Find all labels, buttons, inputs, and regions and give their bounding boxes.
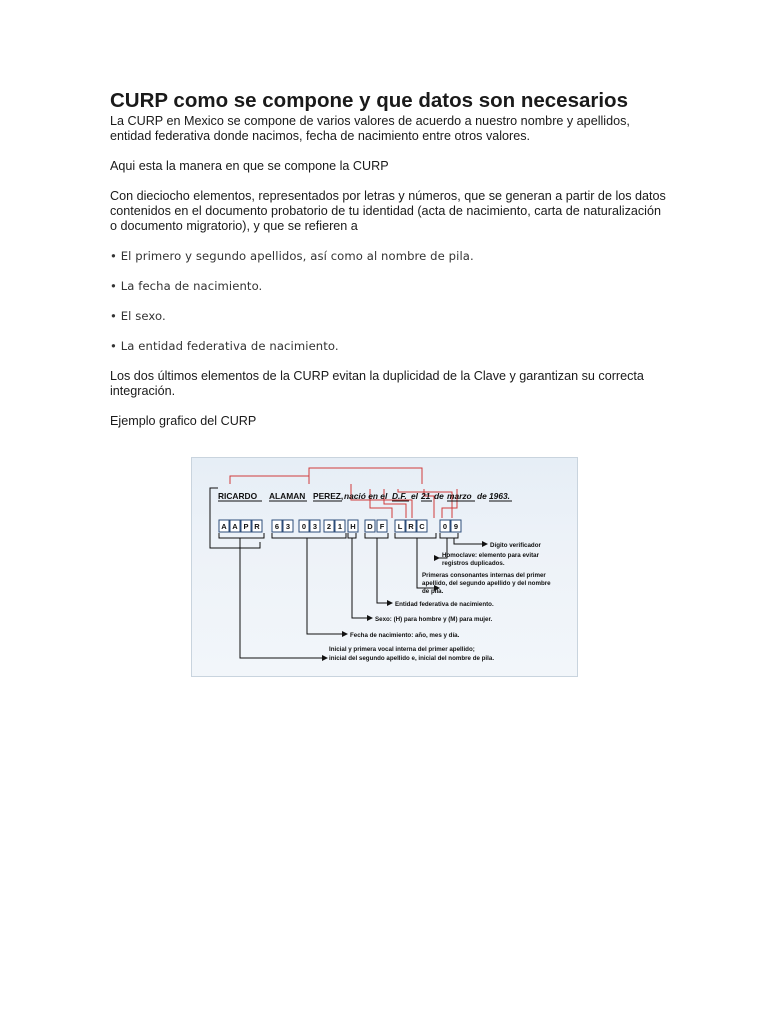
bullet-fecha: • La fecha de nacimiento. — [110, 279, 263, 293]
label-digito: Dígito verificador — [490, 542, 541, 549]
intro-line: Aqui esta la manera en que se compone la CURP — [110, 159, 389, 173]
curp-char: A — [232, 522, 238, 531]
intro-paragraph: La CURP en Mexico se compone de varios valores de acuerdo a nuestro nombre y apellidos, entidad federativa donde nacimos, fecha de nacimiento entre otros valores. — [110, 114, 630, 143]
curp-char: F — [379, 522, 385, 531]
curp-char: 2 — [326, 522, 332, 531]
closing-paragraph: Los dos últimos elementos de la CURP evitan la duplicidad de la Clave y garantizan su correcta integración. — [110, 369, 644, 398]
name-word-de: de — [434, 491, 444, 501]
name-word-21: 21 — [421, 491, 431, 501]
curp-char: 3 — [312, 522, 318, 531]
name-word-alaman: ALAMAN — [269, 491, 306, 501]
name-word-el: el — [411, 491, 418, 501]
curp-char: C — [419, 522, 425, 531]
bullet-apellidos: • El primero y segundo apellidos, así como al nombre de pila. — [110, 249, 474, 263]
label-consonantes-3: de pila. — [422, 588, 444, 595]
label-homoclave-1: Homoclave: elemento para evitar — [442, 552, 539, 559]
curp-char: R — [408, 522, 414, 531]
name-word-de2: de — [477, 491, 487, 501]
name-word-nacio: nació en el — [344, 491, 388, 501]
curp-diagram-svg — [192, 458, 578, 677]
curp-char: 9 — [453, 522, 459, 531]
name-word-df: D.F. — [392, 491, 407, 501]
label-homoclave-2: registros duplicados. — [442, 560, 505, 567]
curp-char: H — [350, 522, 356, 531]
diagram-labels — [329, 542, 551, 662]
bullet-sexo: • El sexo. — [110, 309, 166, 323]
label-consonantes-2: apellido, del segundo apellido y del nombre — [422, 580, 551, 587]
bullet-entidad: • La entidad federativa de nacimiento. — [110, 339, 339, 353]
curp-char: A — [221, 522, 227, 531]
curp-char: L — [397, 522, 403, 531]
label-fecha: Fecha de nacimiento: año, mes y día. — [350, 632, 460, 639]
example-label: Ejemplo grafico del CURP — [110, 414, 257, 428]
curp-char: 3 — [285, 522, 291, 531]
article — [110, 88, 670, 429]
description-paragraph: Con dieciocho elementos, representados por letras y números, que se generan a partir de los datos contenidos en el documento probatorio de tu identidad (acta de nacimiento, carta de naturalización o documento migratorio), y que se refieren a — [110, 189, 666, 233]
label-inicial-2: inicial del segundo apellido e, inicial del nombre de pila. — [329, 655, 495, 662]
curp-char: 0 — [301, 522, 307, 531]
curp-char: 6 — [274, 522, 280, 531]
label-sexo: Sexo: (H) para hombre y (M) para mujer. — [375, 616, 493, 623]
label-consonantes-1: Primeras consonantes internas del primer — [422, 572, 546, 579]
curp-char: 1 — [337, 522, 343, 531]
curp-char: R — [254, 522, 260, 531]
name-word-perez: PEREZ, — [313, 491, 344, 501]
curp-char: P — [243, 522, 249, 531]
curp-char: 0 — [442, 522, 448, 531]
curp-diagram — [191, 457, 578, 677]
name-word-marzo: marzo — [447, 491, 472, 501]
name-word-ricardo: RICARDO — [218, 491, 258, 501]
label-inicial-1: Inicial y primera vocal interna del primer apellido; — [329, 646, 475, 653]
group-brackets — [219, 533, 458, 538]
page-title: CURP como se compone y que datos son necesarios — [110, 89, 628, 112]
curp-char: D — [367, 522, 373, 531]
curp-boxes — [219, 520, 461, 532]
name-line — [218, 491, 510, 501]
name-word-1963: 1963. — [489, 491, 510, 501]
label-entidad: Entidad federativa de nacimiento. — [395, 601, 494, 608]
